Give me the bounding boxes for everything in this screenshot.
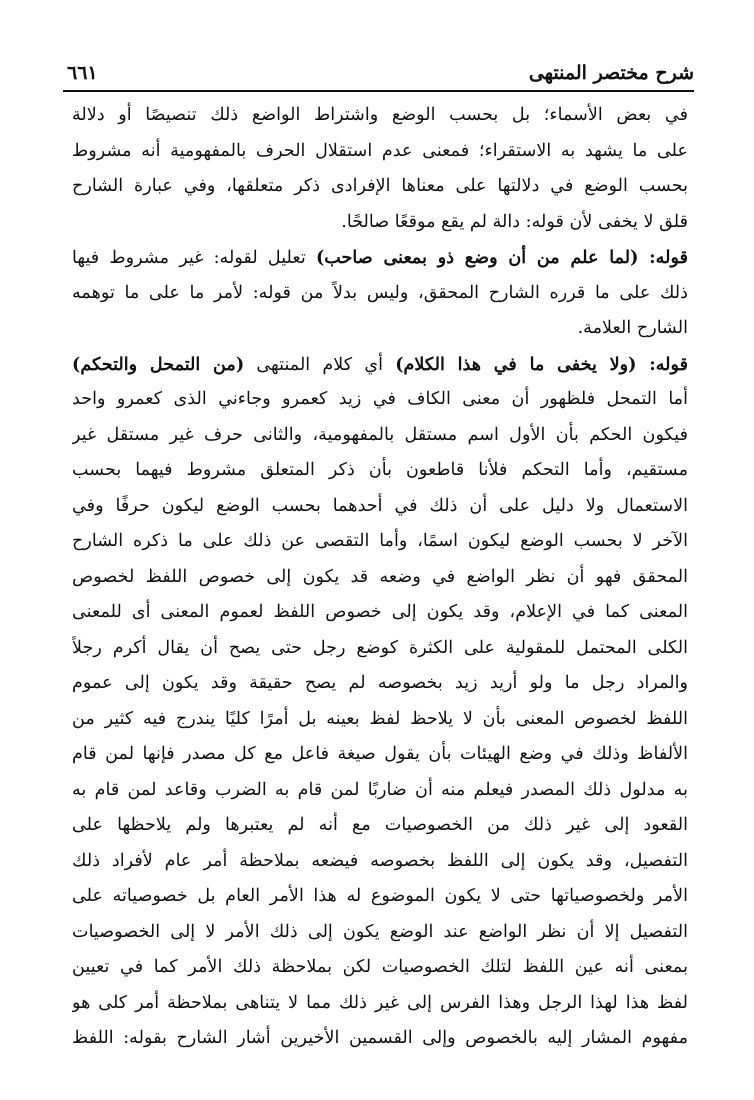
text-line [72,631,688,667]
line-text: قلق لا يخفى لأن قوله: دالة لم يقع موقعًا صالحًا. [341,211,688,232]
running-title: شرح مختصر المنتهى [528,62,694,84]
line-text: به مدلول ذلك المصدر فيعلم منه أن ضاربًا لمن قام به الضرب وقاعد لمن قام به [72,779,688,800]
line-text: اللفظ لخصوص المعنى بأن لا يلاحظ لفظ بعينه بل أمرًا كليًا يندرج فيه كثير من [72,708,688,729]
line-text: المحقق فهو أن نظر الواضع في وضعه قد يكون إلى خصوص اللفظ لخصوص [72,566,688,587]
text-line [72,879,688,915]
line-text: الشارح العلامة. [577,318,688,338]
line-text: على ما يشهد به الاستقراء؛ فمعنى عدم استقلال الحرف بالمفهومية أنه مشروط [72,140,688,161]
line-text: في بعض الأسماء؛ بل بحسب الوضع واشتراط الواضع ذلك تنصيصًا أو دلالة [72,105,688,125]
commentary-lemma: قوله: (ولا يخفى ما في هذا الكلام) [395,353,688,375]
line-text: ذلك على ما قرره الشارح المحقق، وليس بدلاً من قوله: لأمر ما على ما توهمه [72,282,688,303]
text-line [72,311,688,347]
page-header [63,60,694,90]
text-line [72,205,688,241]
text-line [72,1021,688,1057]
commentary-lemma: (من التمحل والتحكم) [72,353,245,375]
line-text: الآخر لا بحسب الوضع ليكون اسمًا، وأما التقصى عن ذلك على ما ذكره الشارح [72,531,688,551]
line-text: الأمر ولخصوصياتها حتى لا يكون الموضوع له هذا الأمر العام بل خصوصياته على [72,886,688,906]
text-line [72,134,688,170]
text-line [72,453,688,489]
commentary-lemma: قوله: (لما علم من أن وضع ذو بمعنى صاحب) [315,247,688,268]
text-line [72,489,688,525]
line-text: مستقيم، وأما التحكم فلأنا قاطعون بأن ذكر المتعلق مشروط فيهما بحسب [72,460,688,480]
line-text: أما التمحل فلظهور أن معنى الكاف في زيد كعمرو وجاءني الذى كعمرو واحد [72,389,688,409]
text-line [72,382,688,418]
text-line [72,915,688,951]
text-line [72,737,688,773]
line-text: بحسب الوضع في دلالتها على معناها الإفرادى ذكر متعلقها، وفي عبارة الشارح [72,176,688,196]
page-number: ٦٦١ [67,62,98,84]
line-text: القعود إلى غير ذلك من الخصوصيات مع أنه لم يعتبرها ولم يلاحظها على [72,815,688,835]
text-line [72,347,688,383]
text-line [72,666,688,702]
line-text: بمعنى أنه عين اللفظ لتلك الخصوصيات لكن بملاحظة ذلك الأمر كما في تعيين [72,957,688,977]
line-text: فيكون الحكم بأن الأول اسم مستقل بالمفهومية، والثانى حرف غير مستقل غير [72,424,688,445]
text-line [72,844,688,880]
line-text: والمراد رجل ما ولو أريد زيد بخصوصه لم يصح حقيقة وقد يكون إلى عموم [72,673,688,693]
line-text: التفصيل إلا أن نظر الواضع عند الوضع يكون إلى ذلك الأمر لا إلى الخصوصيات [72,921,688,942]
text-line [72,560,688,596]
line-text: الكلى المحتمل للمقولية على الكثرة كوضع رجل حتى يصح أن يقال أكرم رجلاً [72,637,688,658]
text-line [72,524,688,560]
text-line [72,773,688,809]
text-line [72,595,688,631]
text-line [72,169,688,205]
line-text: أي كلام المنتهى [244,354,396,375]
line-text: التفصيل، وقد يكون إلى اللفظ بخصوصه فيضعه بملاحظة أمر عام لأفراد ذلك [72,850,688,871]
body-text [72,98,688,1057]
line-text: الاستعمال ولا دليل على أن ذلك في أحدهما بحسب الوضع ليكون حرفًا وفي [72,495,688,516]
text-line [72,418,688,454]
text-line [72,950,688,986]
header-rule [63,90,694,92]
line-text: تعليل لقوله: غير مشروط فيها [72,248,316,268]
line-text: لفظ هذا لهذا الرجل وهذا الفرس إلى غير ذلك مما لا يتناهى بملاحظة أمر كلى هو [72,992,688,1013]
text-line [72,276,688,312]
text-line [72,808,688,844]
text-line [72,986,688,1022]
line-text: مفهوم المشار إليه بالخصوص وإلى القسمين الأخيرين أشار الشارح بقوله: اللفظ [72,1028,688,1048]
text-line [72,702,688,738]
text-line [72,240,688,276]
text-line [72,98,688,134]
line-text: الألفاظ وذلك في وضع الهيئات بأن يقول صيغة فاعل مع كل مصدر فإنها لمن قام [72,744,688,764]
line-text: المعنى كما في الإعلام، وقد يكون إلى خصوص اللفظ لعموم المعنى أى للمعنى [72,602,688,622]
